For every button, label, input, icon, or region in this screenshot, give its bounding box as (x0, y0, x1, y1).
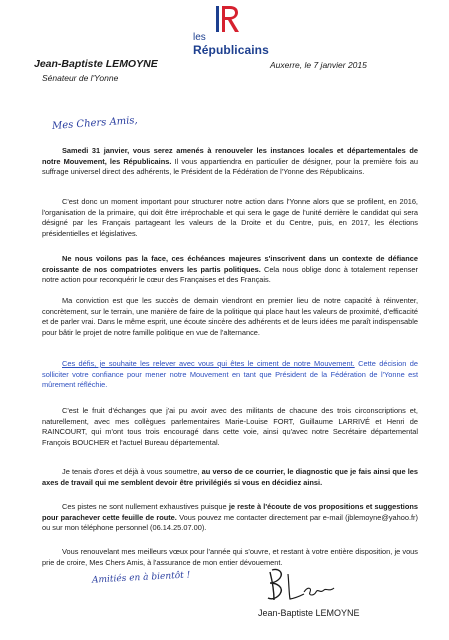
signature-icon (262, 566, 342, 606)
paragraph-4 (42, 296, 418, 338)
text-run: je reste à l'écoute de vos propositions et suggestions pour parachever cette feuille de route. (42, 502, 418, 522)
text-run: Ces défis, je souhaite les relever avec vous qui êtes le ciment de notre Mouvement. (62, 359, 355, 368)
text-run: Ces pistes ne sont nullement exhaustives puisque (62, 502, 229, 511)
text-run: Cela nous oblige donc à totalement repenser notre action pour reconquérir le cœur des Françaises et des Français. (42, 264, 418, 285)
paragraph-7 (42, 467, 418, 488)
place-date: Auxerre, le 7 janvier 2015 (270, 60, 367, 70)
signer-name: Jean-Baptiste LEMOYNE (258, 608, 360, 618)
text-run: Je tenais d'ores et déjà à vous soumettre, (62, 467, 202, 476)
party-logo (185, 4, 280, 58)
text-run: Vous pouvez me contacter directement par e-mail (jblemoyne@yahoo.fr) ou sur mon téléphone personnel (06.14.25.07.00). (42, 512, 418, 533)
sender-block (34, 58, 158, 83)
text-run: Il vous appartiendra en particulier de désigner, pour la première fois au suffrage universel direct des adhérents, le Président de la Fédération de l'Yonne des Républicains. (42, 156, 418, 177)
paragraph-3 (42, 254, 418, 286)
text-run: Ma conviction est que les succès de demain viendront en premier lieu de notre capacité à réinventer, concrètement, sur le terrain, une manière de faire de la politique qui place haut les valeurs de proximité, d'efficacité et de parler vrai. Dans le même esprit, une écoute sincère des adhérents et de leurs idées me paraît indispensable pour bâtir le projet de notre famille politique en vue de l'alternance. (42, 296, 418, 337)
paragraph-5 (42, 359, 418, 391)
logo-text-les: les (193, 32, 206, 43)
paragraph-8 (42, 502, 418, 534)
paragraph-2 (42, 197, 418, 239)
text-run: Cette décision de solliciter votre confiance pour mener notre Mouvement en tant que Président de la Fédération de l'Yonne est mûrement réfléchie. (42, 359, 418, 390)
handwritten-salutation: Mes Chers Amis, (51, 115, 139, 132)
text-run: Samedi 31 janvier, vous serez amenés à renouveler les instances locales et départementales de notre Mouvement, les Républicains. (42, 146, 418, 166)
sender-title: Sénateur de l'Yonne (42, 73, 119, 83)
text-run: Ne nous voilons pas la face, ces échéances majeures s'inscrivent dans un contexte de défiance croissante de nos compatriotes envers les partis politiques. (42, 254, 418, 274)
lr-monogram-icon (185, 4, 280, 34)
text-run: C'est le fruit d'échanges que j'ai pu avoir avec des militants de chacune des trois circonscriptions et, naturellement, avec mes collègues parlementaires Marie-Louise FORT, Guillaume LARRIVÉ et Henri de RAINCOURT, qui m'ont tous trois encouragé dans cette voie, ainsi qu'avec notre Secrétaire départemental François BOUCHER et l'actuel Bureau départemental. (42, 406, 418, 447)
sender-name: Jean-Baptiste LEMOYNE (34, 58, 158, 70)
logo-text-republicains: Républicains (193, 43, 269, 57)
text-run: Vous renouvelant mes meilleurs vœux pour l'année qui s'ouvre, et restant à votre entière disposition, je vous prie de croire, Mes Chers Amis, à l'assurance de mon entier dévouement. (42, 547, 418, 567)
text-run: C'est donc un moment important pour structurer notre action dans l'Yonne alors que se profilent, en 2016, l'organisation de la primaire, qui doit être irréprochable et qui sera le gage de l'unité derrière le candidat qui sera désigné par les Français partageant les valeurs de la Droite et du Centre, puis, en 2017, les élections présidentielles et législatives. (42, 197, 418, 238)
paragraph-9 (42, 547, 418, 568)
paragraph-1 (42, 146, 418, 178)
handwritten-closing: Amitiés en à bientôt ! (91, 570, 191, 586)
paragraph-6 (42, 406, 418, 448)
text-run: au verso de ce courrier, le diagnostic que je fais ainsi que les axes de travail qui me semblent devoir être privilégiés si vous en décidiez ainsi. (42, 467, 419, 487)
